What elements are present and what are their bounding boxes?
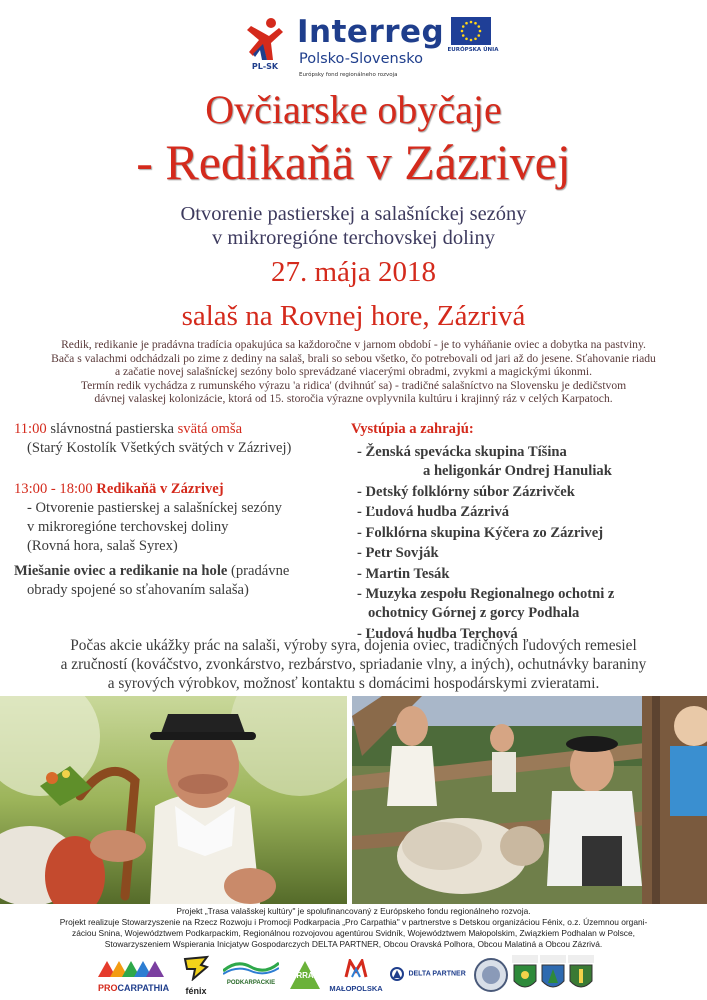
- footer-credits: [6, 906, 701, 950]
- performer-item: - Folklórna skupina Kýčera zo Zázrivej: [357, 524, 604, 541]
- performers-list: [351, 420, 701, 645]
- mass-location: (Starý Kostolík Všetkých svätých v Zázrivej): [27, 440, 292, 456]
- crest-zazriva: [568, 955, 594, 997]
- footer-line: Projekt „Trasa valašskej kultúry" je spolufinancovaný z Európskeho fondu regionálneho rozvoja.: [176, 906, 531, 916]
- podkarpackie-logo: [222, 959, 280, 995]
- crest-oravska-polhora: [512, 955, 538, 997]
- activities-line: a zručností (kováčstvo, zvonkárstvo, rezbárstvo, spriadanie vlny, a iných), ochutnávky baraniny: [60, 656, 647, 673]
- eu-star: [479, 30, 482, 33]
- eu-star: [477, 34, 480, 37]
- activities-line: Počas akcie ukážky prác na salaši, výroby syra, dojenia oviec, tradičných ľudových remesiel: [70, 637, 637, 654]
- eu-star: [470, 39, 473, 42]
- photo-shearing-sheep: [352, 696, 707, 904]
- crest-malatina: [540, 955, 566, 997]
- partner-logos: [0, 953, 707, 1000]
- event-title-line2: - Redikaňä v Zázrivej: [136, 134, 571, 190]
- performer-cont: a heligonkár Ondrej Hanuliak: [423, 463, 612, 479]
- intro-line: dávnej valaskej kolonizácie, ktorá od 15. storočia výrazne ovplyvnila kultúru i krajinný ráz v celých Karpatoch.: [94, 392, 613, 406]
- fenix-label: fénix: [185, 986, 207, 996]
- intro-line: a začatie novej salašníckej sezóny bolo sprevádzané viacerými obradmi, zvykmi a magickými úkonmi.: [114, 365, 593, 379]
- footer-line: záciou Snina, Województwem Podkarpackim, Regionálnou rozvojovou agentúrou Svidník, Województwem Małopolskim, Związkiem Podhalan w Polsce,: [72, 928, 635, 938]
- intro-line: Bača s valachmi odchádzali po zime z dediny na salaš, brali so sebou všetko, čo potrebovali od jari až do jesene. Sťahovanie riadu: [51, 351, 656, 365]
- rra-label: RRA: [296, 971, 314, 980]
- eu-star: [462, 34, 465, 37]
- procarpathia-name: CARPATHIA: [117, 983, 170, 993]
- program-item-mass: [14, 420, 354, 439]
- performer-item: - Petr Sovják: [357, 545, 439, 561]
- program-fund: Európsky fond regionálneho rozvoja: [299, 72, 398, 78]
- procarpathia-logo: [98, 959, 170, 995]
- activities-paragraph: [20, 636, 687, 693]
- procarpathia-pro: PRO: [98, 983, 118, 993]
- pl-sk-label: PL-SK: [251, 62, 279, 71]
- malopolska-label: MAŁOPOLSKA: [329, 984, 383, 993]
- mixing-rest: (pradávne: [227, 563, 290, 579]
- performer-item: - Ženská spevácka skupina Tíšina a heligonkár Ondrej Hanuliak: [351, 443, 701, 481]
- mountains-icon: [98, 959, 170, 977]
- delta-triangle-icon: [390, 967, 404, 981]
- fenix-bird-icon: [181, 955, 211, 981]
- redikana-location: (Rovná hora, salaš Syrex): [27, 538, 178, 554]
- eu-star: [462, 25, 465, 28]
- subtitle-line2: v mikroregióne terchovskej doliny: [212, 227, 495, 249]
- pl-sk-logo: [243, 16, 287, 78]
- coat-of-arms-icon: [512, 955, 538, 995]
- performers: [351, 443, 701, 644]
- intro-line: Redik, redikanie je pradávna tradícia opakujúca sa každoročne v jarnom období - je to vyháňanie oviec a dobytka na pastviny.: [61, 338, 646, 351]
- mass-text: slávnostná pastierska: [46, 421, 178, 437]
- header: [0, 8, 707, 88]
- mixing-bold: Miešanie oviec a redikanie na hole: [14, 563, 228, 579]
- coat-of-arms-icon: [568, 955, 594, 995]
- delta-partner-logo: [390, 965, 470, 985]
- program-schedule: [14, 420, 354, 600]
- fenix-logo: [178, 955, 214, 997]
- performer-cont: ochotnicy Górnej z gorcy Podhala: [368, 605, 580, 621]
- eu-star: [461, 30, 464, 33]
- subtitle-line1: Otvorenie pastierskej a salašníckej sezóny: [180, 203, 527, 225]
- podkarpackie-label: PODKARPACKIE: [226, 980, 276, 986]
- podkarpackie-wave-icon: [223, 959, 279, 975]
- redikana-line2: v mikroregióne terchovskej doliny: [27, 519, 229, 535]
- eu-flag-icon: [451, 17, 491, 45]
- eu-label: EURÓPSKA ÚNIA: [447, 47, 499, 53]
- rra-logo: [288, 957, 322, 995]
- performer-item: - Detský folklórny súbor Zázrivček: [357, 483, 575, 500]
- malopolska-logo: [326, 959, 386, 995]
- event-subtitle: [0, 202, 707, 250]
- program-item-redikana: [14, 480, 354, 499]
- intro-paragraph: [14, 338, 693, 406]
- redikana-time: 13:00 - 18:00: [14, 481, 97, 497]
- interreg-wordmark: Interreg: [297, 14, 445, 50]
- mass-time: 11:00: [14, 421, 47, 437]
- event-title-line1: Ovčiarske obyčaje: [205, 87, 502, 132]
- event-date: 27. mája 2018: [270, 256, 437, 288]
- performers-heading: Vystúpia a zahrajú:: [351, 421, 474, 437]
- eu-star: [470, 21, 473, 24]
- pl-sk-figure-icon: [243, 16, 287, 62]
- delta-label: DELTA PARTNER: [408, 970, 466, 978]
- intro-line: Termín redik vychádza z rumunského výrazu 'a ridica' (dvihnúť sa) - tradičné salašníctvo na Slovensku je dedičstvom: [80, 378, 627, 392]
- event-place: salaš na Rovnej hore, Zázrivá: [181, 300, 526, 332]
- performer-item: - Martin Tesák: [357, 565, 450, 582]
- performer-item: - Ľudová hudba Zázrivá: [357, 504, 510, 520]
- eu-star: [465, 37, 468, 40]
- eu-star: [474, 37, 477, 40]
- program-item-mixing: [14, 562, 354, 581]
- performer-item: - Muzyka zespołu Regionalnego ochotni z ochotnicy Górnej z gorcy Podhala: [351, 585, 701, 623]
- crest-logo-1: [474, 955, 508, 997]
- mixing-line2: obrady spojené so sťahovaním salaša): [27, 582, 249, 598]
- photo-shepherd-with-staff: [0, 696, 347, 904]
- program-region: Polsko-Slovensko: [299, 51, 424, 67]
- seal-icon: [474, 955, 508, 995]
- footer-line: Projekt realizuje Stowarzyszenie na Rzecz Rozwoju i Promocji Podkarpacia „Pro Carpathia" v partnerstve s Detskou organizáciou Fénix, o.z. Územnou organi-: [59, 917, 648, 927]
- redikana-highlight: Redikaňä v Zázrivej: [96, 481, 224, 497]
- eu-star: [474, 22, 477, 25]
- activities-line: a syrových výrobkov, možnosť kontaktu s domácimi hospodárskymi zvieratami.: [107, 675, 600, 692]
- coat-of-arms-icon: [540, 955, 566, 995]
- malopolska-m-icon: [344, 959, 368, 979]
- mass-highlight: svätá omša: [177, 421, 243, 437]
- redikana-line1: - Otvorenie pastierskej a salašníckej sezóny: [27, 500, 282, 516]
- eu-star: [477, 25, 480, 28]
- performer-item: - Ľudová hudba Terchová: [357, 625, 518, 642]
- eu-star: [465, 22, 468, 25]
- footer-line: Stowarzyszeniem Wspierania Inicjatyw Gospodarczych DELTA PARTNER, Obcou Oravská Polhora, Obcou Malatiná a Obcou Zázrivá.: [104, 939, 603, 949]
